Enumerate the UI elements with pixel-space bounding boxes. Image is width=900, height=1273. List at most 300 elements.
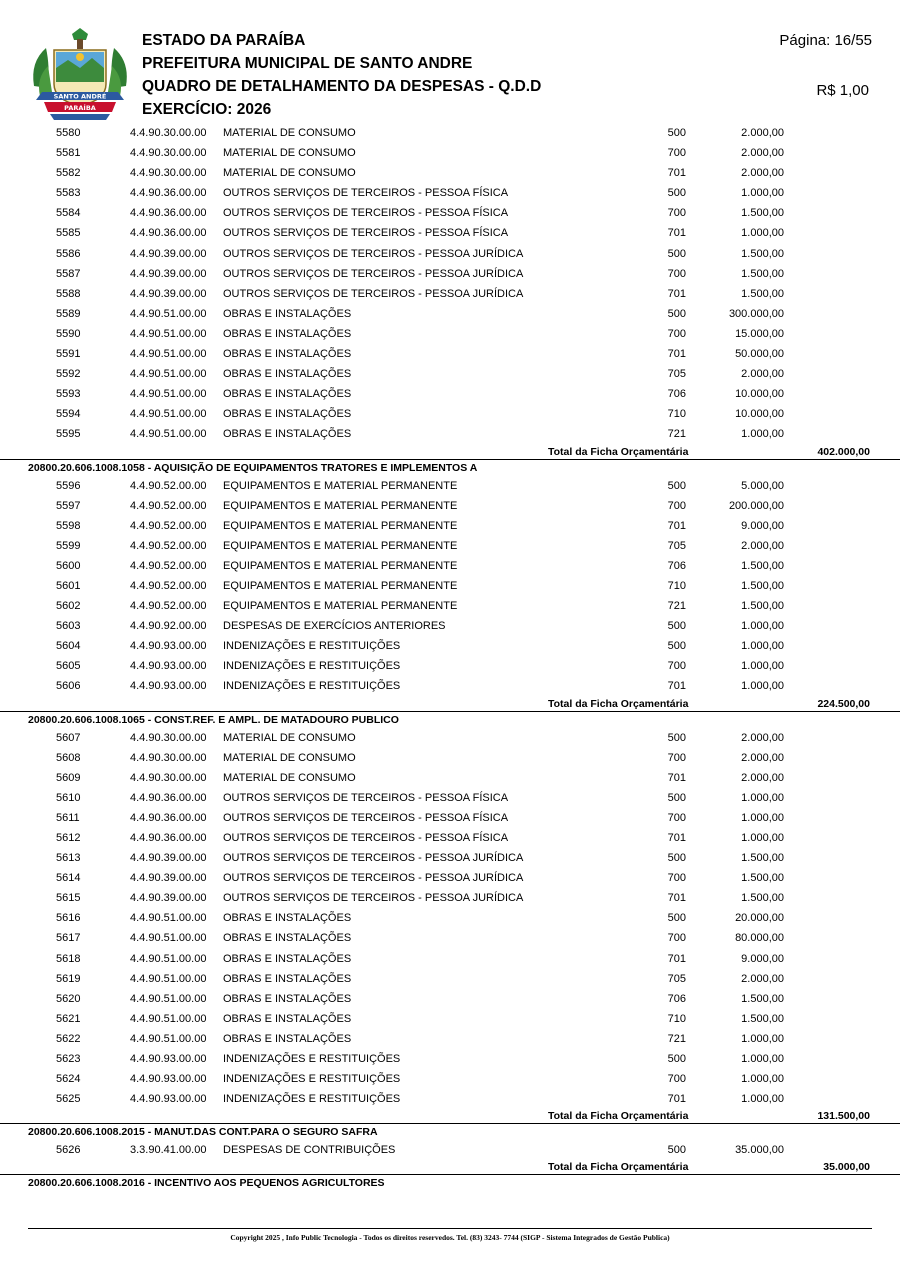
amount-value: 2.000,00 <box>741 127 784 139</box>
expense-description: EQUIPAMENTOS E MATERIAL PERMANENTE <box>223 579 458 592</box>
item-number: 5615 <box>56 892 81 905</box>
amount-value: 1.500,00 <box>741 267 784 280</box>
table-row <box>0 284 900 304</box>
expense-code: 4.4.90.30.00.00 <box>130 147 207 160</box>
resource-source: 701 <box>667 832 686 844</box>
amount-value: 1.500,00 <box>741 579 784 592</box>
action-group-title: 20800.20.606.1008.2016 - INCENTIVO AOS PEQUENOS AGRICULTORES <box>28 1177 385 1190</box>
resource-source: 721 <box>667 600 686 613</box>
expense-description: OUTROS SERVIÇOS DE TERCEIROS - PESSOA JURÍDICA <box>223 247 524 260</box>
amount-value: 1.000,00 <box>741 1093 784 1106</box>
expense-description: OBRAS E INSTALAÇÕES <box>223 952 352 965</box>
resource-source: 721 <box>667 428 686 441</box>
amount-value: 1.000,00 <box>741 187 784 200</box>
currency-unit: R$ 1,00 <box>816 82 869 99</box>
item-number: 5600 <box>56 559 81 572</box>
item-number: 5616 <box>56 912 81 925</box>
table-row <box>0 1089 900 1109</box>
amount-value: 1.000,00 <box>741 811 784 824</box>
page-number: Página: 16/55 <box>779 32 872 49</box>
amount-value: 1.500,00 <box>741 992 784 1005</box>
amount-value: 1.500,00 <box>741 892 784 905</box>
item-number: 5609 <box>56 771 81 784</box>
expense-code: 4.4.90.39.00.00 <box>130 892 207 905</box>
item-number: 5613 <box>56 852 81 865</box>
expense-description: OUTROS SERVIÇOS DE TERCEIROS - PESSOA JURÍDICA <box>223 872 524 885</box>
resource-source: 701 <box>667 167 686 180</box>
expense-description: MATERIAL DE CONSUMO <box>223 731 356 744</box>
resource-source: 700 <box>667 751 686 764</box>
expense-description: EQUIPAMENTOS E MATERIAL PERMANENTE <box>223 600 458 613</box>
table-row <box>0 868 900 888</box>
item-number: 5594 <box>56 408 81 421</box>
item-number: 5591 <box>56 348 81 361</box>
item-number: 5592 <box>56 368 81 381</box>
action-group-header <box>0 1174 900 1191</box>
item-number: 5608 <box>56 751 81 764</box>
item-number: 5580 <box>56 127 81 139</box>
item-number: 5582 <box>56 167 81 180</box>
expense-description: OBRAS E INSTALAÇÕES <box>223 368 352 381</box>
resource-source: 701 <box>667 227 686 240</box>
resource-source: 701 <box>667 771 686 784</box>
item-number: 5611 <box>56 811 80 824</box>
amount-value: 1.000,00 <box>741 832 784 844</box>
expense-code: 4.4.90.36.00.00 <box>130 227 207 240</box>
expense-code: 4.4.90.36.00.00 <box>130 811 207 824</box>
table-row <box>0 676 900 696</box>
expense-code: 4.4.90.51.00.00 <box>130 307 207 320</box>
total-label: Total da Ficha Orçamentária <box>548 445 689 458</box>
expense-description: OBRAS E INSTALAÇÕES <box>223 348 352 361</box>
item-number: 5589 <box>56 307 81 320</box>
total-value: 402.000,00 <box>817 445 870 458</box>
resource-source: 701 <box>667 680 686 693</box>
resource-source: 701 <box>667 348 686 361</box>
item-number: 5617 <box>56 932 81 945</box>
amount-value: 1.500,00 <box>741 247 784 260</box>
expense-description: MATERIAL DE CONSUMO <box>223 127 356 139</box>
expense-code: 4.4.90.92.00.00 <box>130 620 207 633</box>
expense-description: OBRAS E INSTALAÇÕES <box>223 932 352 945</box>
table-row <box>0 404 900 424</box>
expense-description: OUTROS SERVIÇOS DE TERCEIROS - PESSOA JURÍDICA <box>223 287 524 300</box>
total-label: Total da Ficha Orçamentária <box>548 1161 689 1174</box>
table-row <box>0 496 900 516</box>
resource-source: 701 <box>667 519 686 532</box>
item-number: 5581 <box>56 147 81 160</box>
resource-source: 500 <box>667 127 686 139</box>
resource-source: 706 <box>667 559 686 572</box>
expense-description: INDENIZAÇÕES E RESTITUIÇÕES <box>223 1093 401 1106</box>
resource-source: 700 <box>667 811 686 824</box>
table-row <box>0 384 900 404</box>
resource-source: 700 <box>667 1073 686 1086</box>
table-row <box>0 183 900 203</box>
table-row <box>0 123 900 143</box>
expense-description: OBRAS E INSTALAÇÕES <box>223 1032 352 1045</box>
expense-description: INDENIZAÇÕES E RESTITUIÇÕES <box>223 1053 401 1066</box>
expense-description: INDENIZAÇÕES E RESTITUIÇÕES <box>223 680 401 693</box>
item-number: 5585 <box>56 227 81 240</box>
expense-code: 4.4.90.52.00.00 <box>130 600 207 613</box>
state-title: ESTADO DA PARAÍBA <box>142 32 306 49</box>
item-number: 5620 <box>56 992 81 1005</box>
amount-value: 15.000,00 <box>735 327 784 340</box>
expense-code: 4.4.90.51.00.00 <box>130 428 207 441</box>
table-row <box>0 324 900 344</box>
item-number: 5599 <box>56 539 81 552</box>
resource-source: 700 <box>667 499 686 512</box>
resource-source: 706 <box>667 992 686 1005</box>
amount-value: 1.500,00 <box>741 600 784 613</box>
item-number: 5586 <box>56 247 81 260</box>
expense-code: 4.4.90.51.00.00 <box>130 912 207 925</box>
expense-code: 4.4.90.51.00.00 <box>130 1032 207 1045</box>
amount-value: 20.000,00 <box>735 912 784 925</box>
amount-value: 2.000,00 <box>741 972 784 985</box>
item-number: 5602 <box>56 600 81 613</box>
total-label: Total da Ficha Orçamentária <box>548 697 689 710</box>
expense-code: 4.4.90.52.00.00 <box>130 559 207 572</box>
expense-description: EQUIPAMENTOS E MATERIAL PERMANENTE <box>223 479 458 492</box>
amount-value: 10.000,00 <box>735 388 784 401</box>
item-number: 5597 <box>56 499 81 512</box>
table-row <box>0 536 900 556</box>
amount-value: 9.000,00 <box>741 952 784 965</box>
expense-description: INDENIZAÇÕES E RESTITUIÇÕES <box>223 660 401 673</box>
expense-code: 4.4.90.30.00.00 <box>130 771 207 784</box>
table-row <box>0 596 900 616</box>
item-number: 5606 <box>56 680 81 693</box>
table-row <box>0 163 900 183</box>
amount-value: 2.000,00 <box>741 147 784 160</box>
expense-description: OUTROS SERVIÇOS DE TERCEIROS - PESSOA FÍSICA <box>223 187 509 200</box>
table-row <box>0 264 900 284</box>
action-group-title: 20800.20.606.1008.1065 - CONST.REF. E AMPL. DE MATADOURO PUBLICO <box>28 713 399 726</box>
expense-description: OUTROS SERVIÇOS DE TERCEIROS - PESSOA FÍSICA <box>223 207 509 220</box>
table-row <box>0 949 900 969</box>
action-group-header <box>0 459 900 476</box>
action-group-title: 20800.20.606.1008.1058 - AQUISIÇÃO DE EQUIPAMENTOS TRATORES E IMPLEMENTOS A <box>28 461 478 474</box>
resource-source: 701 <box>667 287 686 300</box>
table-row <box>0 616 900 636</box>
item-number: 5605 <box>56 660 81 673</box>
resource-source: 700 <box>667 267 686 280</box>
total-value: 224.500,00 <box>817 697 870 710</box>
item-number: 5623 <box>56 1053 81 1066</box>
amount-value: 50.000,00 <box>735 348 784 361</box>
expense-description: OBRAS E INSTALAÇÕES <box>223 388 352 401</box>
expense-description: DESPESAS DE EXERCÍCIOS ANTERIORES <box>223 620 446 633</box>
resource-source: 700 <box>667 147 686 160</box>
amount-value: 2.000,00 <box>741 368 784 381</box>
table-row <box>0 304 900 324</box>
item-number: 5604 <box>56 640 81 653</box>
expense-code: 4.4.90.51.00.00 <box>130 972 207 985</box>
expense-description: MATERIAL DE CONSUMO <box>223 167 356 180</box>
amount-value: 1.000,00 <box>741 428 784 441</box>
expense-code: 4.4.90.52.00.00 <box>130 499 207 512</box>
expense-description: EQUIPAMENTOS E MATERIAL PERMANENTE <box>223 559 458 572</box>
expense-code: 4.4.90.93.00.00 <box>130 660 207 673</box>
table-row <box>0 1069 900 1089</box>
expense-code: 4.4.90.39.00.00 <box>130 287 207 300</box>
resource-source: 705 <box>667 368 686 381</box>
expense-code: 4.4.90.51.00.00 <box>130 368 207 381</box>
item-number: 5607 <box>56 731 81 744</box>
resource-source: 500 <box>667 479 686 492</box>
amount-value: 1.500,00 <box>741 559 784 572</box>
amount-value: 1.500,00 <box>741 1012 784 1025</box>
amount-value: 1.500,00 <box>741 872 784 885</box>
amount-value: 2.000,00 <box>741 731 784 744</box>
resource-source: 700 <box>667 327 686 340</box>
table-row <box>0 576 900 596</box>
amount-value: 5.000,00 <box>741 479 784 492</box>
amount-value: 1.000,00 <box>741 660 784 673</box>
budget-sheet-total-row <box>0 445 900 459</box>
expense-description: OBRAS E INSTALAÇÕES <box>223 972 352 985</box>
table-row <box>0 516 900 536</box>
table-row <box>0 848 900 868</box>
item-number: 5583 <box>56 187 81 200</box>
resource-source: 500 <box>667 852 686 865</box>
table-row <box>0 728 900 748</box>
budget-sheet-total-row <box>0 1109 900 1123</box>
table-row <box>0 556 900 576</box>
expense-code: 4.4.90.93.00.00 <box>130 640 207 653</box>
amount-value: 300.000,00 <box>728 307 784 320</box>
amount-value: 1.000,00 <box>741 620 784 633</box>
expense-description: OBRAS E INSTALAÇÕES <box>223 1012 352 1025</box>
municipal-coat-of-arms-logo <box>28 26 132 122</box>
resource-source: 700 <box>667 660 686 673</box>
expense-description: OUTROS SERVIÇOS DE TERCEIROS - PESSOA FÍSICA <box>223 832 509 844</box>
table-row <box>0 476 900 496</box>
item-number: 5621 <box>56 1012 81 1025</box>
table-row <box>0 223 900 243</box>
item-number: 5601 <box>56 579 81 592</box>
expense-code: 4.4.90.51.00.00 <box>130 992 207 1005</box>
expense-code: 4.4.90.30.00.00 <box>130 751 207 764</box>
expense-description: MATERIAL DE CONSUMO <box>223 751 356 764</box>
expense-description: INDENIZAÇÕES E RESTITUIÇÕES <box>223 1073 401 1086</box>
amount-value: 1.000,00 <box>741 791 784 804</box>
table-row <box>0 969 900 989</box>
expense-description: EQUIPAMENTOS E MATERIAL PERMANENTE <box>223 539 458 552</box>
table-row <box>0 768 900 788</box>
resource-source: 700 <box>667 932 686 945</box>
resource-source: 500 <box>667 731 686 744</box>
resource-source: 500 <box>667 307 686 320</box>
table-row <box>0 828 900 848</box>
item-number: 5614 <box>56 872 81 885</box>
amount-value: 2.000,00 <box>741 751 784 764</box>
budget-sheet-total-row <box>0 1160 900 1174</box>
resource-source: 705 <box>667 972 686 985</box>
resource-source: 710 <box>667 1012 686 1025</box>
resource-source: 710 <box>667 579 686 592</box>
expense-description: OBRAS E INSTALAÇÕES <box>223 307 352 320</box>
report-title: QUADRO DE DETALHAMENTO DA DESPESAS - Q.D.D <box>142 78 542 95</box>
expense-description: OUTROS SERVIÇOS DE TERCEIROS - PESSOA FÍSICA <box>223 227 509 240</box>
item-number: 5593 <box>56 388 81 401</box>
item-number: 5603 <box>56 620 81 633</box>
resource-source: 706 <box>667 388 686 401</box>
item-number: 5625 <box>56 1093 81 1106</box>
expense-code: 4.4.90.51.00.00 <box>130 388 207 401</box>
item-number: 5624 <box>56 1073 81 1086</box>
expense-code: 4.4.90.51.00.00 <box>130 952 207 965</box>
item-number: 5618 <box>56 952 81 965</box>
resource-source: 500 <box>667 912 686 925</box>
expense-code: 4.4.90.52.00.00 <box>130 539 207 552</box>
expense-description: OBRAS E INSTALAÇÕES <box>223 408 352 421</box>
item-number: 5588 <box>56 287 81 300</box>
expense-description: INDENIZAÇÕES E RESTITUIÇÕES <box>223 640 401 653</box>
expense-code: 4.4.90.39.00.00 <box>130 852 207 865</box>
action-group-title: 20800.20.606.1008.2015 - MANUT.DAS CONT.PARA O SEGURO SAFRA <box>28 1126 378 1139</box>
resource-source: 710 <box>667 408 686 421</box>
resource-source: 500 <box>667 1144 686 1157</box>
budget-sheet-total-row <box>0 697 900 711</box>
expense-description: OBRAS E INSTALAÇÕES <box>223 992 352 1005</box>
resource-source: 500 <box>667 187 686 200</box>
expense-code: 4.4.90.51.00.00 <box>130 327 207 340</box>
expense-code: 4.4.90.36.00.00 <box>130 207 207 220</box>
table-row <box>0 656 900 676</box>
expense-code: 3.3.90.41.00.00 <box>130 1144 207 1157</box>
amount-value: 2.000,00 <box>741 539 784 552</box>
logo-ribbon-bottom-text: PARAÍBA <box>64 104 96 112</box>
resource-source: 700 <box>667 872 686 885</box>
amount-value: 1.000,00 <box>741 1073 784 1086</box>
table-row <box>0 788 900 808</box>
amount-value: 2.000,00 <box>741 771 784 784</box>
expense-description: OUTROS SERVIÇOS DE TERCEIROS - PESSOA JURÍDICA <box>223 892 524 905</box>
expense-description: DESPESAS DE CONTRIBUIÇÕES <box>223 1144 396 1157</box>
table-row <box>0 1049 900 1069</box>
amount-value: 1.500,00 <box>741 207 784 220</box>
expense-code: 4.4.90.30.00.00 <box>130 731 207 744</box>
item-number: 5622 <box>56 1032 81 1045</box>
expense-code: 4.4.90.36.00.00 <box>130 791 207 804</box>
resource-source: 701 <box>667 952 686 965</box>
expense-code: 4.4.90.93.00.00 <box>130 1053 207 1066</box>
resource-source: 500 <box>667 620 686 633</box>
item-number: 5598 <box>56 519 81 532</box>
total-value: 131.500,00 <box>817 1110 870 1123</box>
item-number: 5612 <box>56 832 81 844</box>
fiscal-year: EXERCÍCIO: 2026 <box>142 101 272 118</box>
resource-source: 701 <box>667 1093 686 1106</box>
expense-code: 4.4.90.51.00.00 <box>130 408 207 421</box>
footer-divider <box>28 1228 872 1229</box>
resource-source: 500 <box>667 640 686 653</box>
expense-description: OBRAS E INSTALAÇÕES <box>223 912 352 925</box>
resource-source: 701 <box>667 892 686 905</box>
expense-code: 4.4.90.39.00.00 <box>130 267 207 280</box>
amount-value: 1.000,00 <box>741 680 784 693</box>
item-number: 5595 <box>56 428 81 441</box>
table-row <box>0 989 900 1009</box>
amount-value: 200.000,00 <box>728 499 784 512</box>
expense-code: 4.4.90.93.00.00 <box>130 1093 207 1106</box>
table-row <box>0 143 900 163</box>
logo-ribbon-top-text: SANTO ANDRÉ <box>53 92 107 101</box>
resource-source: 500 <box>667 791 686 804</box>
amount-value: 1.000,00 <box>741 1053 784 1066</box>
table-row <box>0 1140 900 1160</box>
item-number: 5584 <box>56 207 81 220</box>
expense-code: 4.4.90.52.00.00 <box>130 519 207 532</box>
resource-source: 500 <box>667 247 686 260</box>
item-number: 5587 <box>56 267 81 280</box>
amount-value: 1.000,00 <box>741 640 784 653</box>
expense-description: OBRAS E INSTALAÇÕES <box>223 327 352 340</box>
expense-code: 4.4.90.39.00.00 <box>130 872 207 885</box>
expense-code: 4.4.90.36.00.00 <box>130 187 207 200</box>
footer-copyright: Copyright 2025 , Info Public Tecnologia - Todos os direitos reservedos. Tel. (83) 3243- 7744 (SIGP - Sistema Integrados de Gestão Publica) <box>230 1233 670 1242</box>
expense-code: 4.4.90.51.00.00 <box>130 932 207 945</box>
expense-code: 4.4.90.93.00.00 <box>130 1073 207 1086</box>
expense-detail-table <box>0 123 900 1191</box>
expense-code: 4.4.90.36.00.00 <box>130 832 207 844</box>
amount-value: 1.500,00 <box>741 852 784 865</box>
resource-source: 700 <box>667 207 686 220</box>
amount-value: 10.000,00 <box>735 408 784 421</box>
expense-code: 4.4.90.51.00.00 <box>130 348 207 361</box>
expense-description: MATERIAL DE CONSUMO <box>223 771 356 784</box>
expense-description: OUTROS SERVIÇOS DE TERCEIROS - PESSOA FÍSICA <box>223 811 509 824</box>
amount-value: 1.000,00 <box>741 227 784 240</box>
expense-code: 4.4.90.52.00.00 <box>130 579 207 592</box>
action-group-header <box>0 711 900 728</box>
item-number: 5619 <box>56 972 81 985</box>
amount-value: 1.000,00 <box>741 1032 784 1045</box>
table-row <box>0 344 900 364</box>
table-row <box>0 808 900 828</box>
resource-source: 705 <box>667 539 686 552</box>
expense-description: OUTROS SERVIÇOS DE TERCEIROS - PESSOA JURÍDICA <box>223 267 524 280</box>
total-value: 35.000,00 <box>823 1161 870 1174</box>
resource-source: 721 <box>667 1032 686 1045</box>
item-number: 5610 <box>56 791 81 804</box>
table-row <box>0 636 900 656</box>
table-row <box>0 203 900 223</box>
item-number: 5626 <box>56 1144 81 1157</box>
expense-code: 4.4.90.30.00.00 <box>130 167 207 180</box>
expense-description: EQUIPAMENTOS E MATERIAL PERMANENTE <box>223 499 458 512</box>
table-row <box>0 928 900 948</box>
expense-description: OUTROS SERVIÇOS DE TERCEIROS - PESSOA JURÍDICA <box>223 852 524 865</box>
municipality-title: PREFEITURA MUNICIPAL DE SANTO ANDRE <box>142 55 473 72</box>
total-label: Total da Ficha Orçamentária <box>548 1110 689 1123</box>
expense-code: 4.4.90.93.00.00 <box>130 680 207 693</box>
expense-code: 4.4.90.51.00.00 <box>130 1012 207 1025</box>
table-row <box>0 424 900 444</box>
amount-value: 2.000,00 <box>741 167 784 180</box>
item-number: 5596 <box>56 479 81 492</box>
amount-value: 1.500,00 <box>741 287 784 300</box>
expense-code: 4.4.90.39.00.00 <box>130 247 207 260</box>
action-group-header <box>0 1123 900 1140</box>
expense-code: 4.4.90.30.00.00 <box>130 127 207 139</box>
table-row <box>0 1009 900 1029</box>
expense-description: MATERIAL DE CONSUMO <box>223 147 356 160</box>
expense-description: EQUIPAMENTOS E MATERIAL PERMANENTE <box>223 519 458 532</box>
